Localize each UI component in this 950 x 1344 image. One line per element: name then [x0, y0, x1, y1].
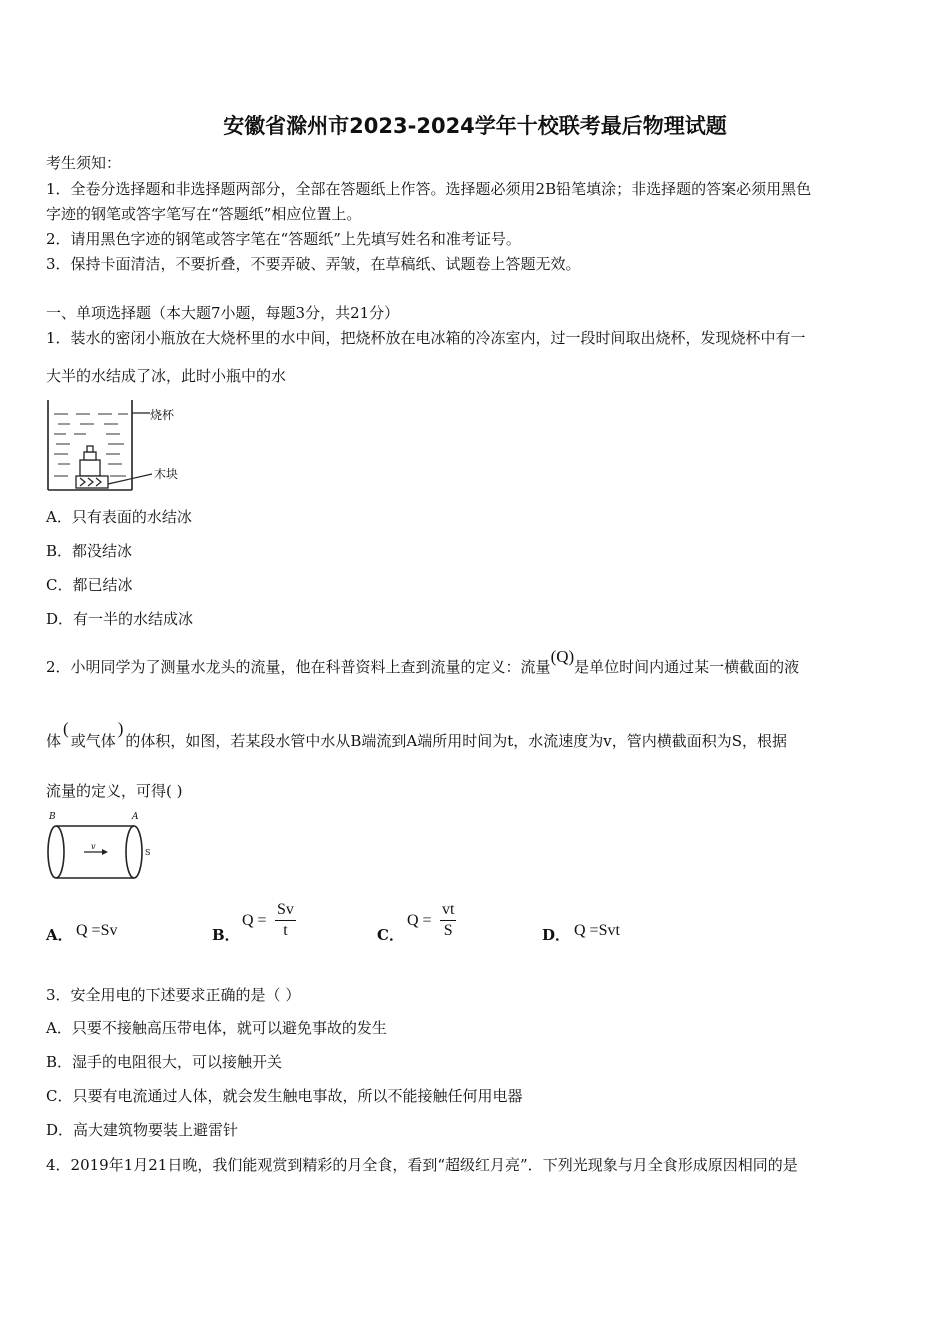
question-2-stem-continued: [46, 719, 788, 751]
paren-close: ): [117, 719, 124, 738]
formula-c-fraction: [440, 900, 456, 941]
question-3-option-b[interactable]: B．湿手的电阻很大，可以接触开关: [46, 1053, 283, 1071]
question-1-option-c[interactable]: C．都已结冰: [46, 576, 133, 594]
formula-b-fraction: [275, 900, 296, 941]
section-heading: 一、单项选择题（本大题7小题，每题3分，共21分）: [46, 304, 400, 322]
question-1-option-a[interactable]: A．只有表面的水结冰: [46, 508, 192, 526]
question-2-stem-part: 2．小明同学为了测量水龙头的流量，他在科普资料上查到流量的定义：流量: [46, 658, 551, 676]
page-title: 安徽省滁州市2023-2024学年十校联考最后物理试题: [223, 114, 727, 138]
question-2-stem: [46, 647, 800, 677]
question-2-stem-part: 体: [46, 732, 62, 750]
notice-item: 1．全卷分选择题和非选择题两部分，全部在答题纸上作答。选择题必须用2B铅笔填涂；非选择题的答案必须用黑色: [46, 180, 812, 198]
pipe-label-b: B: [49, 812, 56, 822]
question-4-stem: 4．2019年1月21日晚，我们能观赏到精彩的月全食，看到“超级红月亮”．下列光现象与月全食形成原因相同的是: [46, 1156, 798, 1174]
paren-open: (: [63, 719, 69, 738]
question-3-option-c[interactable]: C．只要有电流通过人体，就会发生触电事故，所以不能接触任何用电器: [46, 1087, 523, 1105]
block-label: 木块: [154, 467, 179, 481]
question-1-option-d[interactable]: D．有一半的水结成冰: [46, 610, 194, 628]
notice-item: 字迹的钢笔或答字笔写在“答题纸”相应位置上。: [46, 205, 362, 223]
question-2-option-c[interactable]: [377, 900, 527, 950]
question-2-options: [46, 900, 906, 950]
question-2-option-b[interactable]: [212, 900, 362, 950]
question-1-stem-continued: 大半的水结成了冰，此时小瓶中的水: [46, 367, 287, 385]
question-2-stem-part: 或气体: [70, 732, 116, 750]
option-label: A．: [46, 926, 73, 944]
question-2-stem-end: 流量的定义，可得( ): [46, 782, 183, 800]
question-2-stem-part: 是单位时间内通过某一横截面的液: [574, 658, 800, 676]
formula-d: Q =Svt: [574, 922, 620, 939]
pipe-label-v: v: [91, 842, 96, 851]
question-1-option-b[interactable]: B．都没结冰: [46, 542, 133, 560]
fraction-denominator: S: [443, 922, 453, 939]
fraction-numerator: Sv: [275, 900, 296, 921]
formula-b-lhs: Q =: [242, 912, 267, 929]
flow-symbol: (Q): [550, 647, 575, 666]
fraction-numerator: vt: [440, 900, 456, 921]
pipe-figure: [44, 814, 154, 884]
option-label: D．: [542, 926, 571, 944]
question-2-option-d[interactable]: [542, 900, 692, 950]
question-1-stem: 1．装水的密闭小瓶放在大烧杯里的水中间，把烧杯放在电冰箱的冷冻室内，过一段时间取出烧杯，发现烧杯中有一: [46, 329, 806, 347]
beaker-label: 烧杯: [150, 408, 175, 422]
notice-item: 3．保持卡面清洁，不要折叠，不要弄破、弄皱，在草稿纸、试题卷上答题无效。: [46, 255, 581, 273]
pipe-label-s: S: [145, 848, 151, 857]
question-2-option-a[interactable]: [46, 900, 196, 950]
pipe-label-a: A: [132, 812, 139, 822]
formula-a: Q =Sv: [76, 922, 118, 939]
question-3-option-a[interactable]: A．只要不接触高压带电体，就可以避免事故的发生: [46, 1019, 387, 1037]
option-label: B．: [212, 926, 240, 944]
notice-item: 2．请用黑色字迹的钢笔或答字笔在“答题纸”上先填写姓名和准考证号。: [46, 230, 521, 248]
option-label: C．: [377, 926, 404, 944]
fraction-denominator: t: [283, 922, 288, 939]
question-3-stem: 3．安全用电的下述要求正确的是（ ）: [46, 986, 301, 1004]
formula-c-lhs: Q =: [407, 912, 432, 929]
question-3-option-d[interactable]: D．高大建筑物要装上避雷针: [46, 1121, 239, 1139]
notice-heading: 考生须知：: [46, 154, 122, 172]
question-2-stem-part: 的体积，如图，若某段水管中水从B端流到A端所用时间为t，水流速度为v，管内横截面积为S，根据: [125, 732, 788, 750]
